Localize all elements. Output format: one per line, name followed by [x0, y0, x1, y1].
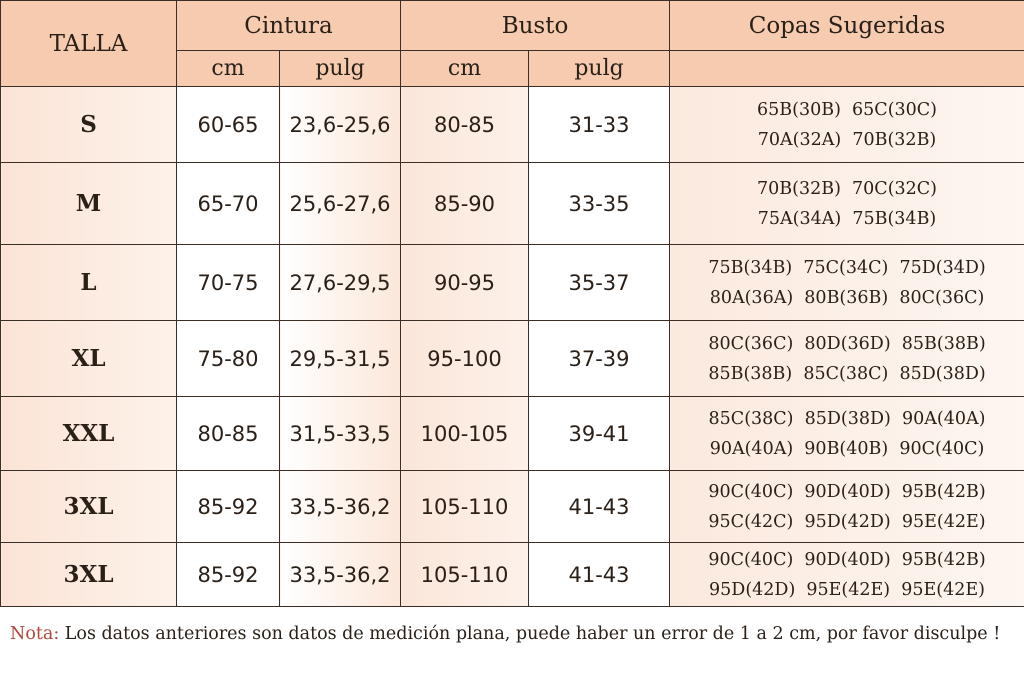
busto-pulg-cell: 35-37 — [529, 245, 670, 321]
table-row — [1, 87, 1024, 163]
table-row — [1, 163, 1024, 245]
busto-cm-cell: 85-90 — [401, 163, 529, 245]
cintura-pulg-cell: 33,5-36,2 — [280, 471, 401, 543]
cintura-cm-cell: 60-65 — [177, 87, 280, 163]
header-busto: Busto — [401, 1, 670, 51]
copas-line: 85C(38C) 85D(38D) 90A(40A) — [708, 408, 986, 429]
copas-line: 75B(34B) 75C(34C) 75D(34D) — [708, 257, 986, 278]
talla-cell: 3XL — [1, 543, 177, 607]
copas-line: 90A(40A) 90B(40B) 90C(40C) — [709, 438, 985, 459]
copas-line: 95C(42C) 95D(42D) 95E(42E) — [708, 511, 986, 532]
header-busto-cm: cm — [401, 51, 529, 87]
talla-cell: XL — [1, 321, 177, 397]
copas-line: 85B(38B) 85C(38C) 85D(38D) — [708, 363, 986, 384]
cintura-pulg-cell: 27,6-29,5 — [280, 245, 401, 321]
header-cintura-pulg: pulg — [280, 51, 401, 87]
busto-cm-cell: 95-100 — [401, 321, 529, 397]
talla-cell: XXL — [1, 397, 177, 471]
header-copas-blank — [670, 51, 1024, 87]
busto-cm-cell: 105-110 — [401, 543, 529, 607]
size-rows — [1, 87, 1024, 607]
copas-cell — [670, 543, 1024, 607]
copas-line: 95D(42D) 95E(42E) 95E(42E) — [709, 579, 985, 600]
copas-cell — [670, 245, 1024, 321]
copas-line: 65B(30B) 65C(30C) — [757, 99, 938, 120]
cintura-cm-cell: 75-80 — [177, 321, 280, 397]
table-row — [1, 321, 1024, 397]
cintura-pulg-cell: 33,5-36,2 — [280, 543, 401, 607]
cintura-cm-cell: 85-92 — [177, 543, 280, 607]
copas-line: 80A(36A) 80B(36B) 80C(36C) — [709, 287, 985, 308]
cintura-pulg-cell: 31,5-33,5 — [280, 397, 401, 471]
busto-cm-cell: 100-105 — [401, 397, 529, 471]
cintura-cm-cell: 85-92 — [177, 471, 280, 543]
copas-cell — [670, 397, 1024, 471]
note-text: Los datos anteriores son datos de medición plana, puede haber un error de 1 a 2 cm, por favor disculpe ! — [59, 624, 1001, 644]
cintura-pulg-cell: 29,5-31,5 — [280, 321, 401, 397]
busto-cm-cell: 105-110 — [401, 471, 529, 543]
cintura-cm-cell: 65-70 — [177, 163, 280, 245]
busto-pulg-cell: 33-35 — [529, 163, 670, 245]
table-row — [1, 543, 1024, 607]
cintura-pulg-cell: 23,6-25,6 — [280, 87, 401, 163]
cintura-cm-cell: 80-85 — [177, 397, 280, 471]
busto-pulg-cell: 41-43 — [529, 543, 670, 607]
copas-line: 90C(40C) 90D(40D) 95B(42B) — [708, 481, 986, 502]
copas-line: 70A(32A) 70B(32B) — [757, 129, 937, 150]
cintura-cm-cell: 70-75 — [177, 245, 280, 321]
busto-pulg-cell: 39-41 — [529, 397, 670, 471]
talla-cell: S — [1, 87, 177, 163]
table-row — [1, 471, 1024, 543]
copas-cell — [670, 321, 1024, 397]
busto-cm-cell: 90-95 — [401, 245, 529, 321]
busto-pulg-cell: 41-43 — [529, 471, 670, 543]
copas-cell — [670, 163, 1024, 245]
busto-pulg-cell: 31-33 — [529, 87, 670, 163]
copas-cell — [670, 471, 1024, 543]
busto-pulg-cell: 37-39 — [529, 321, 670, 397]
header-busto-pulg: pulg — [529, 51, 670, 87]
table-row — [1, 397, 1024, 471]
copas-line: 90C(40C) 90D(40D) 95B(42B) — [708, 549, 986, 570]
copas-line: 80C(36C) 80D(36D) 85B(38B) — [708, 333, 986, 354]
copas-cell — [670, 87, 1024, 163]
footnote — [10, 619, 1015, 649]
copas-line: 75A(34A) 75B(34B) — [757, 208, 937, 229]
header-cintura-cm: cm — [177, 51, 280, 87]
talla-cell: 3XL — [1, 471, 177, 543]
table-row — [1, 245, 1024, 321]
note-label: Nota: — [10, 624, 60, 644]
header-talla: TALLA — [1, 1, 177, 87]
talla-cell: L — [1, 245, 177, 321]
cintura-pulg-cell: 25,6-27,6 — [280, 163, 401, 245]
talla-cell: M — [1, 163, 177, 245]
busto-cm-cell: 80-85 — [401, 87, 529, 163]
header-cintura: Cintura — [177, 1, 401, 51]
copas-line: 70B(32B) 70C(32C) — [757, 178, 938, 199]
header-copas: Copas Sugeridas — [670, 1, 1024, 51]
